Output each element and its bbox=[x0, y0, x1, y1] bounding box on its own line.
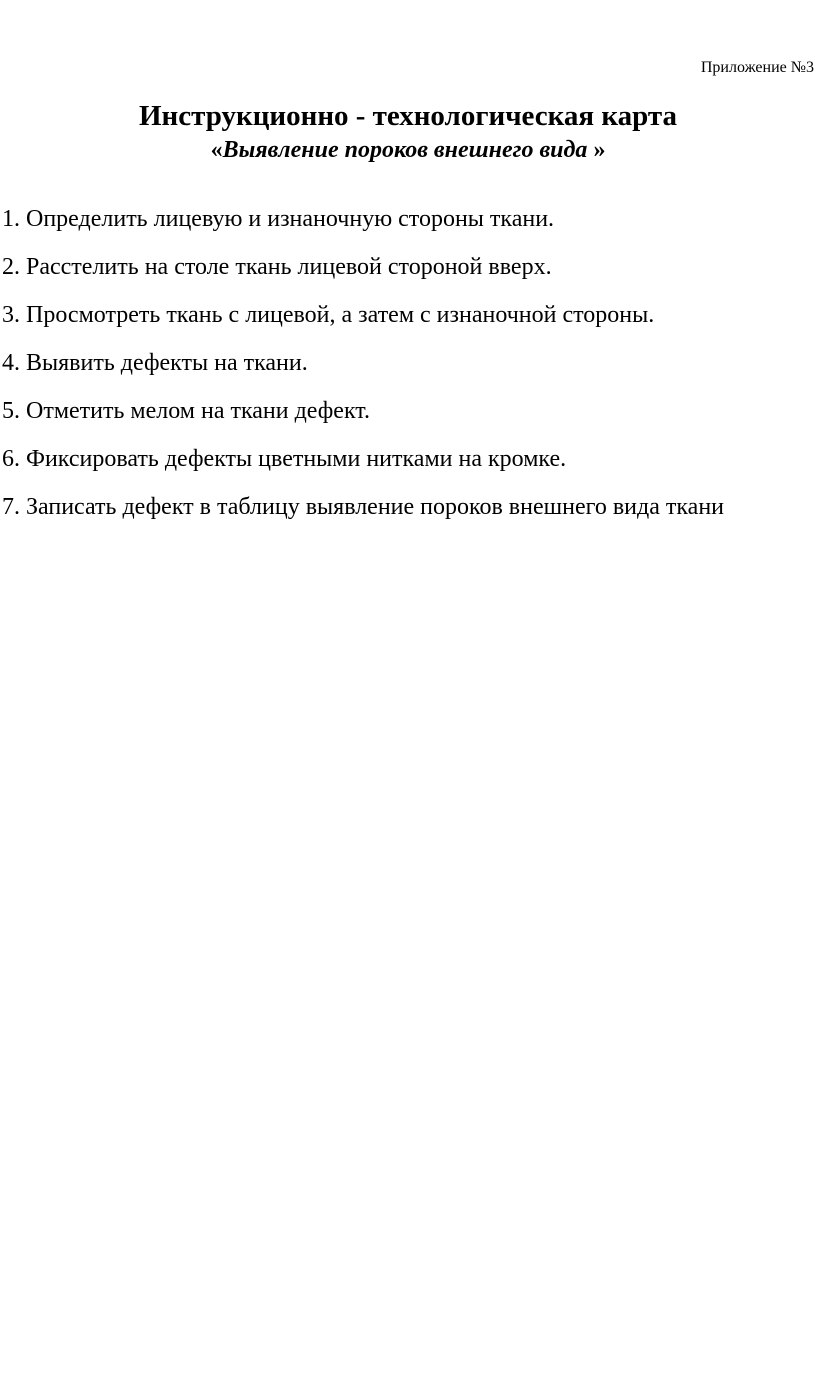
instruction-step-3: 3. Просмотреть ткань с лицевой, а затем с изнаночной стороны. bbox=[2, 302, 655, 328]
appendix-label: Приложение №3 bbox=[700, 59, 814, 76]
document-subtitle bbox=[0, 135, 816, 165]
instruction-step-5: 5. Отметить мелом на ткани дефект. bbox=[2, 398, 370, 424]
instruction-step-4: 4. Выявить дефекты на ткани. bbox=[2, 350, 308, 376]
document-title: Инструкционно - технологическая карта bbox=[139, 100, 677, 132]
instruction-steps-list bbox=[2, 195, 814, 531]
instruction-step-1: 1. Определить лицевую и изнаночную стороны ткани. bbox=[2, 206, 555, 232]
subtitle-close-quote: » bbox=[587, 137, 606, 163]
subtitle-text: Выявление пороков внешнего вида bbox=[222, 137, 588, 163]
instruction-step-2: 2. Расстелить на столе ткань лицевой стороной вверх. bbox=[2, 254, 552, 280]
instruction-step-6: 6. Фиксировать дефекты цветными нитками на кромке. bbox=[2, 446, 567, 472]
subtitle-open-quote: « bbox=[210, 137, 223, 163]
instruction-step-7: 7. Записать дефект в таблицу выявление пороков внешнего вида ткани bbox=[2, 494, 725, 520]
